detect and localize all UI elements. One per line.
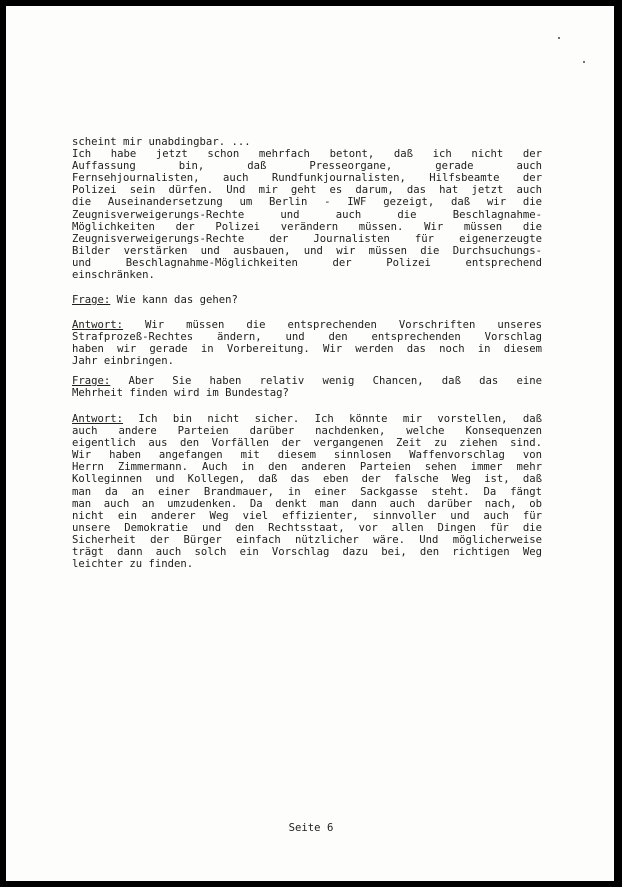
text-line [72, 375, 542, 387]
speaker-label: Antwort: [72, 413, 124, 425]
line-text: haben wir gerade in Vorbereitung. Wir werden das noch in diesem [72, 343, 542, 356]
line-text: Möglichkeiten der Polizei verändern müssen. Wir müssen die [72, 220, 542, 233]
line-text: die Auseinandersetzung um Berlin - IWF gezeigt, daß wir die [72, 196, 542, 209]
text-line [72, 510, 542, 522]
text-line [72, 136, 542, 148]
speaker-label: Frage: [72, 294, 111, 306]
line-text: Wir müssen die entsprechenden Vorschriften unseres [123, 319, 542, 331]
line-text: Jahr einbringen. [72, 355, 175, 368]
text-line [72, 498, 542, 510]
paragraph [72, 319, 542, 367]
text-line [72, 221, 542, 233]
text-line [72, 558, 542, 570]
line-text: Mehrheit finden wird im Bundestag? [72, 387, 289, 400]
text-line [72, 294, 542, 306]
text-line [72, 343, 542, 355]
line-text: scheint mir unabdingbar. ... [72, 136, 251, 148]
text-line [72, 196, 542, 208]
line-text: Wir haben angefangen mit diesem sinnlosen Waffenvorschlag von [72, 449, 542, 462]
page-number: Seite 6 [288, 822, 334, 834]
text-line [72, 160, 542, 172]
line-text: Kolleginnen und Kollegen, daß das eben der falsche Weg ist, daß [72, 473, 542, 486]
text-line [72, 546, 542, 558]
text-line [72, 461, 542, 473]
scan-speck [583, 61, 585, 63]
line-text: Polizei sein dürfen. Und mir geht es darum, das hat jetzt auch [72, 184, 542, 197]
line-text: Bilder verstärken und ausbauen, und wir müssen die Durchsuchungs- [72, 244, 542, 257]
line-text: Herrn Zimmermann. Auch in den anderen Parteien sehen immer mehr [72, 461, 542, 474]
line-text: einschränken. [72, 269, 155, 282]
line-text: trägt dann auch solch ein Vorschlag dazu bei, den richtigen Weg [72, 546, 542, 559]
text-line [72, 486, 542, 498]
paragraph [72, 136, 542, 281]
paragraph [72, 413, 542, 570]
text-line [72, 449, 542, 461]
line-text: Sicherheit der Bürger einfach nützlicher wäre. Und möglicherweise [72, 533, 542, 546]
line-text: Ich habe jetzt schon mehrfach betont, daß ich nicht der [72, 148, 542, 161]
text-line [72, 245, 542, 257]
text-line [72, 184, 542, 196]
text-line [72, 473, 542, 485]
line-text: eigentlich aus den Vorfällen der vergangenen Zeit zu ziehen sind. [72, 437, 542, 450]
speaker-label: Frage: [72, 375, 111, 387]
text-line [72, 331, 542, 343]
paragraph [72, 375, 542, 399]
line-text: Fernsehjournalisten, auch Rundfunkjournalisten, Hilfsbeamte der [72, 172, 542, 185]
text-line [72, 257, 542, 269]
text-line [72, 413, 542, 425]
line-text: Ich bin nicht sicher. Ich könnte mir vorstellen, daß [123, 413, 542, 425]
paragraph [72, 294, 542, 306]
text-line [72, 319, 542, 331]
text-line [72, 387, 542, 399]
line-text: man da an einer Brandmauer, in einer Sackgasse steht. Da fängt [72, 485, 542, 498]
text-line [72, 437, 542, 449]
line-text: Zeugnisverweigerungs-Rechte und auch die Beschlagnahme- [72, 208, 542, 221]
line-text: Auffassung bin, daß Presseorgane, gerade auch [72, 160, 542, 173]
text-line [72, 534, 542, 546]
line-text: Zeugnisverweigerungs-Rechte der Journalisten für eigenerzeugte [72, 232, 542, 245]
speaker-label: Antwort: [72, 319, 124, 331]
line-text: Strafprozeß-Rechtes ändern, und den entsprechenden Vorschlag [72, 331, 542, 344]
text-line [72, 522, 542, 534]
line-text: leichter zu finden. [72, 558, 194, 571]
text-line [72, 269, 542, 281]
text-line [72, 209, 542, 221]
line-text: Wie kann das gehen? [110, 294, 238, 306]
line-text: auch andere Parteien darüber nachdenken, welche Konsequenzen [72, 425, 542, 438]
line-text: und Beschlagnahme-Möglichkeiten der Polizei entsprechend [72, 256, 542, 269]
text-line [72, 172, 542, 184]
text-line [72, 425, 542, 437]
text-line [72, 355, 542, 367]
text-line [72, 233, 542, 245]
line-text: nicht ein anderer Weg viel effizienter, sinnvoller und auch für [72, 509, 542, 522]
line-text: unsere Demokratie und den Rechtsstaat, vor allen Dingen für die [72, 521, 542, 534]
line-text: Aber Sie haben relativ wenig Chancen, daß das eine [110, 375, 542, 387]
line-text: man auch an umzudenken. Da denkt man dann auch darüber nach, ob [72, 497, 542, 510]
scan-speck [558, 37, 560, 39]
text-line [72, 148, 542, 160]
